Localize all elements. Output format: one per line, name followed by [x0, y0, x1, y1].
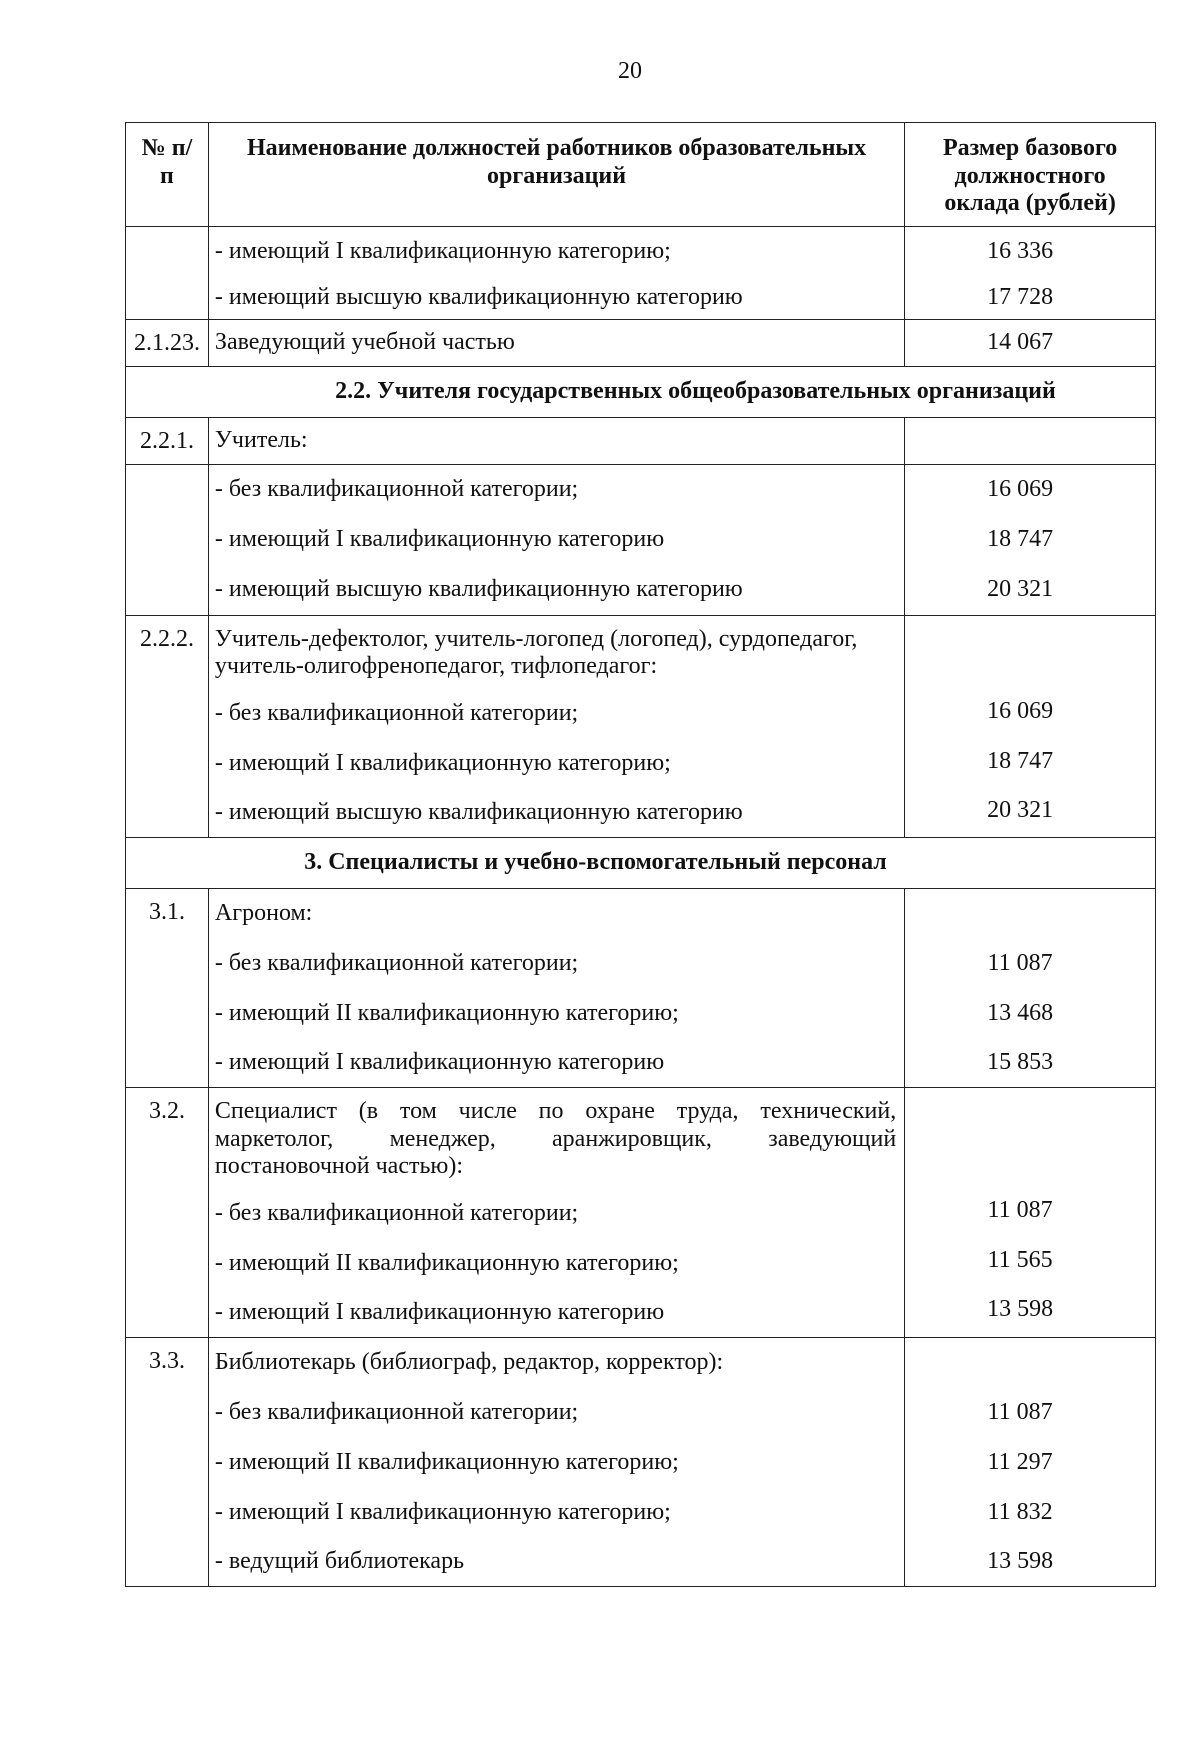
section-heading [126, 366, 1156, 417]
section-title: 3. Специалисты и учебно-вспомогательный персонал [304, 849, 887, 876]
salary-value: 17 728 [987, 283, 1054, 310]
section-row [126, 366, 1156, 417]
section-title: 2.2. Учителя государственных общеобразовательных организаций [335, 377, 1056, 404]
row-position [208, 417, 904, 464]
row-salary [905, 1087, 1156, 1337]
row-title: Библиотекарь (библиограф, редактор, корректор): [214, 1348, 724, 1375]
row-line: - без квалификационной категории; [214, 475, 579, 502]
salary-value: 18 747 [987, 525, 1054, 552]
table-row [126, 226, 1156, 319]
row-number: 2.2.1. [126, 417, 209, 464]
row-line: - имеющий высшую квалификационную категорию [214, 575, 743, 602]
row-line: - имеющий II квалификационную категорию; [214, 1000, 679, 1027]
table-row [126, 1337, 1156, 1586]
row-salary [905, 319, 1156, 366]
row-position [208, 888, 904, 1087]
salary-value: 16 069 [987, 475, 1054, 502]
salary-value: 14 067 [987, 328, 1054, 355]
row-line: - имеющий высшую квалификационную категорию [214, 799, 743, 826]
row-line: - без квалификационной категории; [214, 1199, 579, 1226]
salary-value: 11 832 [987, 1498, 1053, 1525]
row-line: - имеющий I квалификационную категорию; [214, 750, 671, 777]
page-number: 20 [618, 58, 642, 84]
row-position [208, 1087, 904, 1337]
row-line: - имеющий I квалификационную категорию [214, 525, 665, 552]
row-salary [905, 888, 1156, 1087]
table-row [126, 615, 1156, 837]
row-line: - имеющий I квалификационную категорию; [214, 237, 671, 264]
row-position [208, 1337, 904, 1586]
row-salary [905, 464, 1156, 615]
row-title: Учитель: [214, 426, 308, 453]
row-salary [905, 226, 1156, 319]
table-header-row [126, 123, 1156, 227]
row-number: 3.1. [126, 888, 209, 1087]
row-position [208, 615, 904, 837]
table-row [126, 417, 1156, 464]
table-row [126, 888, 1156, 1087]
table-row [126, 464, 1156, 615]
header-position-name: Наименование должностей работников образовательных организаций [208, 123, 904, 227]
salary-value: 11 297 [987, 1448, 1053, 1475]
section-row [126, 837, 1156, 888]
salary-value: 13 598 [987, 1547, 1054, 1574]
row-number: 3.3. [126, 1337, 209, 1586]
salary-table [125, 122, 1156, 1587]
row-number: 2.1.23. [126, 319, 209, 366]
salary-value: 11 087 [987, 1398, 1053, 1425]
table-row [126, 1087, 1156, 1337]
row-position [208, 464, 904, 615]
salary-value: 11 565 [987, 1247, 1053, 1274]
row-title: Учитель-дефектолог, учитель-логопед (логопед), сурдопедагог, учитель-олигофренопедагог, тифлопедагог: [214, 625, 858, 680]
table-row [126, 319, 1156, 366]
row-number [126, 226, 209, 319]
row-number [126, 464, 209, 615]
row-line: - имеющий II квалификационную категорию; [214, 1249, 679, 1276]
row-line: - имеющий I квалификационную категорию; [214, 1498, 671, 1525]
salary-value: 15 853 [987, 1049, 1054, 1076]
salary-value: 13 598 [987, 1296, 1054, 1323]
row-title: Агроном: [214, 900, 313, 927]
salary-value: 20 321 [987, 575, 1054, 602]
row-line: - без квалификационной категории; [214, 1398, 579, 1425]
row-line: - имеющий I квалификационную категорию [214, 1049, 665, 1076]
row-salary [905, 417, 1156, 464]
section-heading [126, 837, 1156, 888]
row-salary [905, 615, 1156, 837]
row-line: Заведующий учебной частью [214, 328, 515, 355]
row-position [208, 226, 904, 319]
row-line: - без квалификационной категории; [214, 700, 579, 727]
row-line: - имеющий I квалификационную категорию [214, 1298, 665, 1325]
row-number: 2.2.2. [126, 615, 209, 837]
row-line: - ведущий библиотекарь [214, 1547, 465, 1574]
row-line: - имеющий высшую квалификационную категорию [214, 283, 743, 310]
header-number: № п/п [126, 123, 209, 227]
row-salary [905, 1337, 1156, 1586]
salary-value: 13 468 [987, 1000, 1054, 1027]
salary-value: 18 747 [987, 747, 1054, 774]
row-number: 3.2. [126, 1087, 209, 1337]
row-position [208, 319, 904, 366]
salary-value: 11 087 [987, 950, 1053, 977]
salary-value: 20 321 [987, 796, 1054, 823]
header-salary: Размер базового должностного оклада (рублей) [905, 123, 1156, 227]
row-title: Специалист (в том числе по охране труда, технический, маркетолог, менеджер, аранжировщик, заведующий постановочной частью): [214, 1097, 897, 1180]
salary-value: 16 069 [987, 697, 1054, 724]
row-line: - имеющий II квалификационную категорию; [214, 1448, 679, 1475]
salary-value: 16 336 [987, 237, 1054, 264]
row-line: - без квалификационной категории; [214, 950, 579, 977]
salary-value: 11 087 [987, 1197, 1053, 1224]
